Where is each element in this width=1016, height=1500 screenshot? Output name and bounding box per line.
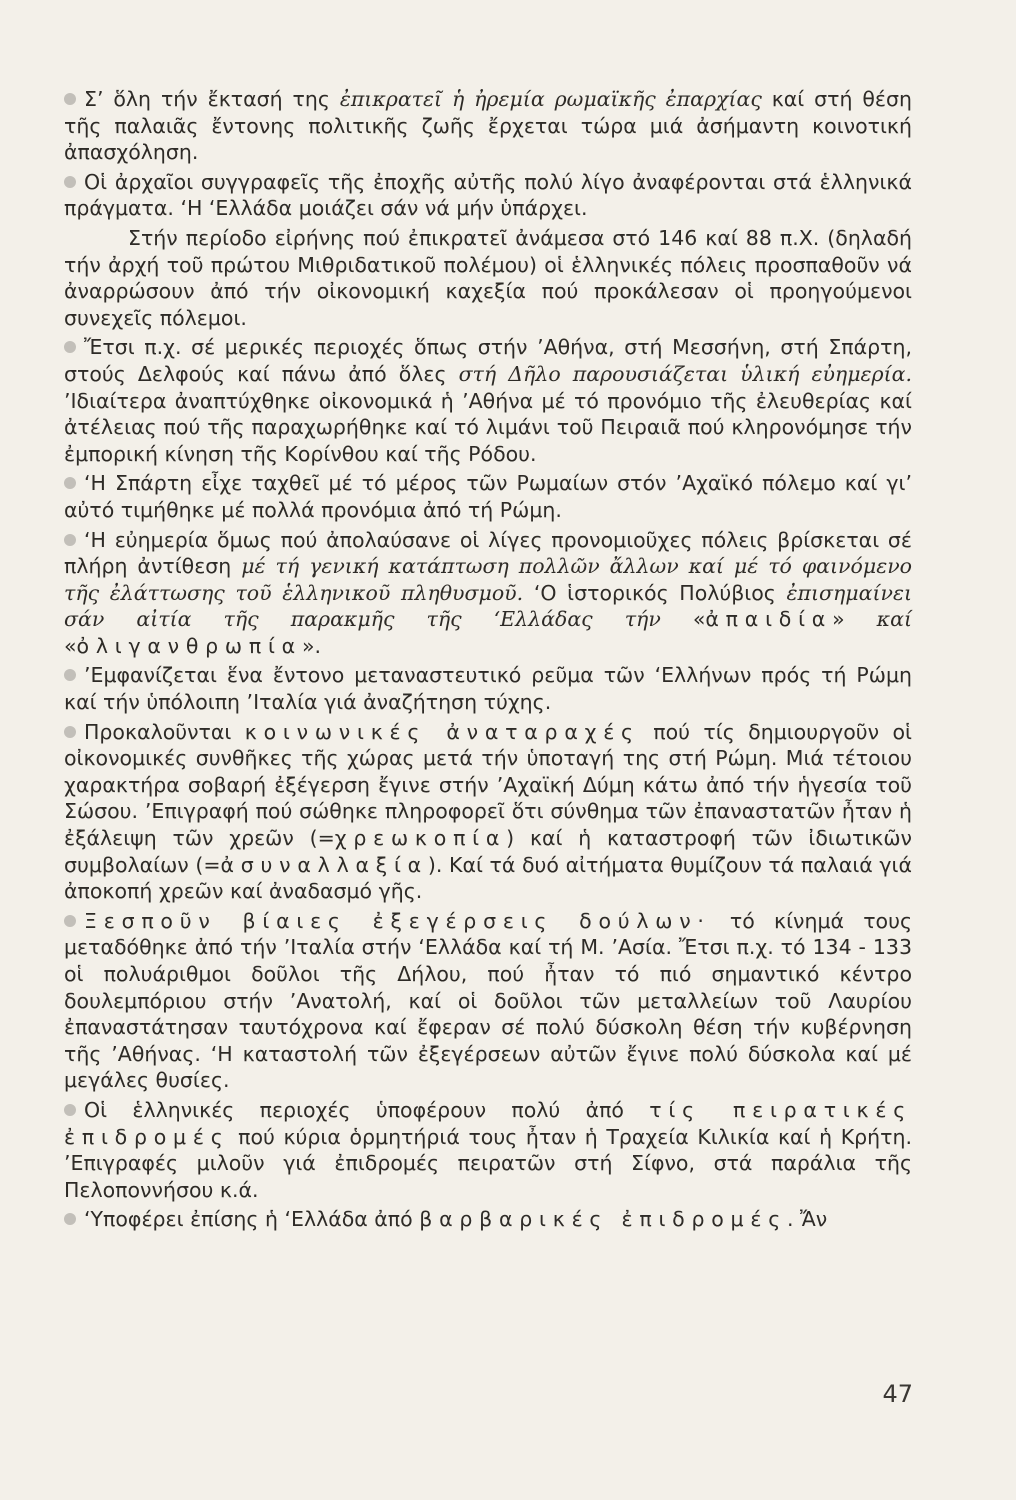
text-run: ) καί ἡ καταστροφή τῶν ἰδιωτικῶν συμβολαίων (= [64, 826, 912, 877]
text-run: ». [301, 633, 322, 658]
text-run: πού κύρια ὁρμητήριά τους ἦταν ἡ Τραχεία Κιλικία καί ἡ Κρήτη. ’Επιγραφές μιλοῦν γιά ἐπιδρομές πειρατῶν στή Σίφνο, στά παράλια τῆς Πελοποννήσου κ.ά. [64, 1124, 912, 1202]
text-run: Σ’ ὅλη τήν ἔκτασή της [84, 87, 340, 111]
bullet-dot-icon [64, 1213, 76, 1225]
text-run: τό κίνημά τους μεταδόθηκε ἀπό τήν ’Ιταλία στήν ‘Ελλάδα καί τή Μ. ’Ασία. Ἔτσι π.χ. τό 134 - 133 οἱ πολυάριθμοι δοῦλοι τῆς Δήλου, πού ἦταν τό πιό σημαντικό κέντρο δουλεμπόριου στήν ’Ανατολή, καί οἱ δοῦλοι τῶν μεταλλείων τοῦ Λαυρίου ἐπαναστάτησαν ταυτόχρονα καί ἔφεραν σέ πολύ δύσκολη θέση τήν κυβέρνηση τῆς ’Αθήνας. ‘Η καταστολή τῶν ἐξεγέρσεων αὐτῶν ἔγινε πολύ δύσκολα καί μέ μεγάλες θυσίες. [64, 908, 912, 1093]
italic-text: μέ τή γενική κατάπτωση πολλῶν ἄλλων καί μέ τό φαινόμενο τῆς ἐλάττωσης τοῦ ἑλληνικοῦ πληθυσμοῦ. [64, 554, 912, 605]
bullet-dot-icon [64, 915, 76, 927]
spaced-emphasis-text: χρεωκοπία [334, 826, 507, 851]
bullet-dot-icon [64, 477, 76, 489]
bullet-dot-icon [64, 534, 76, 546]
paragraph [64, 334, 912, 467]
bullet-dot-icon [64, 93, 76, 105]
text-run: ’Ιδιαίτερα ἀναπτύχθηκε οἰκονομικά ἡ ’Αθήνα μέ τό προνόμιο τῆς ἐλευθερίας καί ἀτέλειας πού τῆς παραχωρήθηκε καί τό λιμάνι τοῦ Πειραιᾶ πού κληρονόμησε τήν ἐμπορική κίνηση τῆς Κορίνθου καί τῆς Ρόδου. [64, 388, 912, 466]
paragraph [64, 225, 912, 331]
text-run: Προκαλοῦνται [84, 719, 245, 744]
text-run: Οἱ ἑλληνικές περιοχές ὑποφέρουν πολύ ἀπό [84, 1097, 650, 1122]
italic-text: ἐπικρατεῖ ἡ ἠρεμία ρωμαϊκῆς ἐπαρχίας [339, 87, 762, 111]
paragraph [64, 169, 912, 222]
paragraph [64, 1097, 912, 1203]
page-number: 47 [882, 1380, 913, 1408]
bullet-dot-icon [64, 669, 76, 681]
text-run: Οἱ ἀρχαῖοι συγγραφεῖς τῆς ἐποχῆς αὐτῆς πολύ λίγο ἀναφέρονται στά ἑλληνικά πράγματα. ‘Η ‘Ελλάδα μοιάζει σάν νά μήν ὑπάρχει. [64, 169, 912, 221]
spaced-emphasis-text: βαρβαρικές ἐπιδρομές [419, 1207, 787, 1232]
italic-text: στή Δῆλο παρουσιάζεται ὑλική εὐημερία. [458, 361, 912, 386]
text-run: ‘Ο ἱστορικός Πολύβιος [523, 580, 787, 605]
text-run: ‘Υποφέρει ἐπίσης ἡ ‘Ελλάδα ἀπό [84, 1207, 420, 1232]
text-run: . Ἄν [787, 1207, 828, 1232]
text-run: » [832, 607, 877, 632]
text-run: ‘Η εὐημερία ὅμως πού ἀπολαύσανε οἱ λίγες προνομιοῦχες πόλεις βρίσκεται σέ πλήρη ἀντίθεση [64, 527, 912, 579]
text-run: « [660, 607, 706, 632]
text-run: πού τίς δημιουργοῦν οἱ οἰκονομικές συνθῆκες τῆς χώρας μετά τήν ὑποταγή της στή Ρώμη. Μιά τέτοιου χαρακτήρα σοβαρή ἐξέγερση ἔγινε στήν ’Αχαϊκή Δύμη κάτω ἀπό τήν ἡγεσία τοῦ Σώσου. ’Επιγραφή πού σώθηκε πληροφορεῖ ὅτι σύνθημα τῶν ἐπαναστατῶν ἦταν ἡ ἐξάλειψη τῶν χρεῶν (= [64, 719, 912, 851]
paragraph [64, 1206, 912, 1233]
spaced-emphasis-text: τίς πειρατικές ἐπιδρομές [64, 1097, 912, 1149]
text-run: ). Καί τά δυό αἰτήματα θυμίζουν τά παλαιά γιά ἀποκοπή χρεῶν καί ἀναδασμό γῆς. [64, 852, 912, 904]
text-run: « [64, 633, 77, 658]
text-run: ‘Η Σπάρτη εἶχε ταχθεῖ μέ τό μέρος τῶν Ρωμαίων στόν ’Αχαϊκό πόλεμο καί γι’ αὐτό τιμήθηκε μέ πολλά προνόμια ἀπό τή Ρώμη. [64, 471, 912, 522]
spaced-emphasis-text: ὀλιγανθρωπία [76, 633, 302, 658]
body-text [64, 86, 912, 1236]
paragraph [64, 719, 912, 905]
text-run: ’Εμφανίζεται ἕνα ἔντονο μεταναστευτικό ρεῦμα τῶν ‘Ελλήνων πρός τή Ρώμη καί τήν ὑπόλοιπη ’Ιταλία γιά ἀναζήτηση τύχης. [64, 663, 912, 715]
spaced-emphasis-text: κοινωνικές ἀναταραχές [244, 719, 640, 744]
bullet-dot-icon [64, 726, 76, 738]
bullet-dot-icon [64, 1104, 76, 1116]
paragraph [64, 908, 912, 1094]
text-run: Ἔτσι π.χ. σέ μερικές περιοχές ὅπως στήν ’Αθήνα, στή Μεσσήνη, στή Σπάρτη, στούς Δελφούς καί πάνω ἀπό ὅλες [64, 335, 912, 386]
paragraph [64, 662, 912, 715]
bullet-dot-icon [64, 341, 76, 353]
paragraph [64, 86, 912, 166]
spaced-emphasis-text: ἀσυναλλαξία [220, 852, 428, 877]
italic-text: ἐπισημαίνει σάν αἰτία τῆς παρακμῆς τῆς ‘Ελλάδας τήν [64, 580, 913, 632]
text-run: Στήν περίοδο εἰρήνης πού ἐπικρατεῖ ἀνάμεσα στό 146 καί 88 π.Χ. (δηλαδή τήν ἀρχή τοῦ πρώτου Μιθριδατικοῦ πολέμου) οἱ ἑλληνικές πόλεις προσπαθοῦν νά ἀναρρώσουν ἀπό τήν οἰκονομική καχεξία πού προκάλεσαν οἱ προηγούμενοι συνεχεῖς πόλεμοι. [64, 225, 912, 330]
text-run: καί στή θέση τῆς παλαιᾶς ἔντονης πολιτικῆς ζωῆς ἔρχεται τώρα μιά ἀσήμαντη κοινοτική ἀπασχόληση. [64, 87, 912, 165]
italic-text: καί [876, 607, 912, 632]
spaced-emphasis-text: ἀπαιδία [705, 607, 833, 632]
paragraph [64, 470, 912, 523]
spaced-emphasis-text: Ξεσποῦν βίαιες ἐξεγέρσεις δούλων· [84, 908, 711, 933]
paragraph [64, 527, 912, 660]
bullet-dot-icon [64, 176, 76, 188]
